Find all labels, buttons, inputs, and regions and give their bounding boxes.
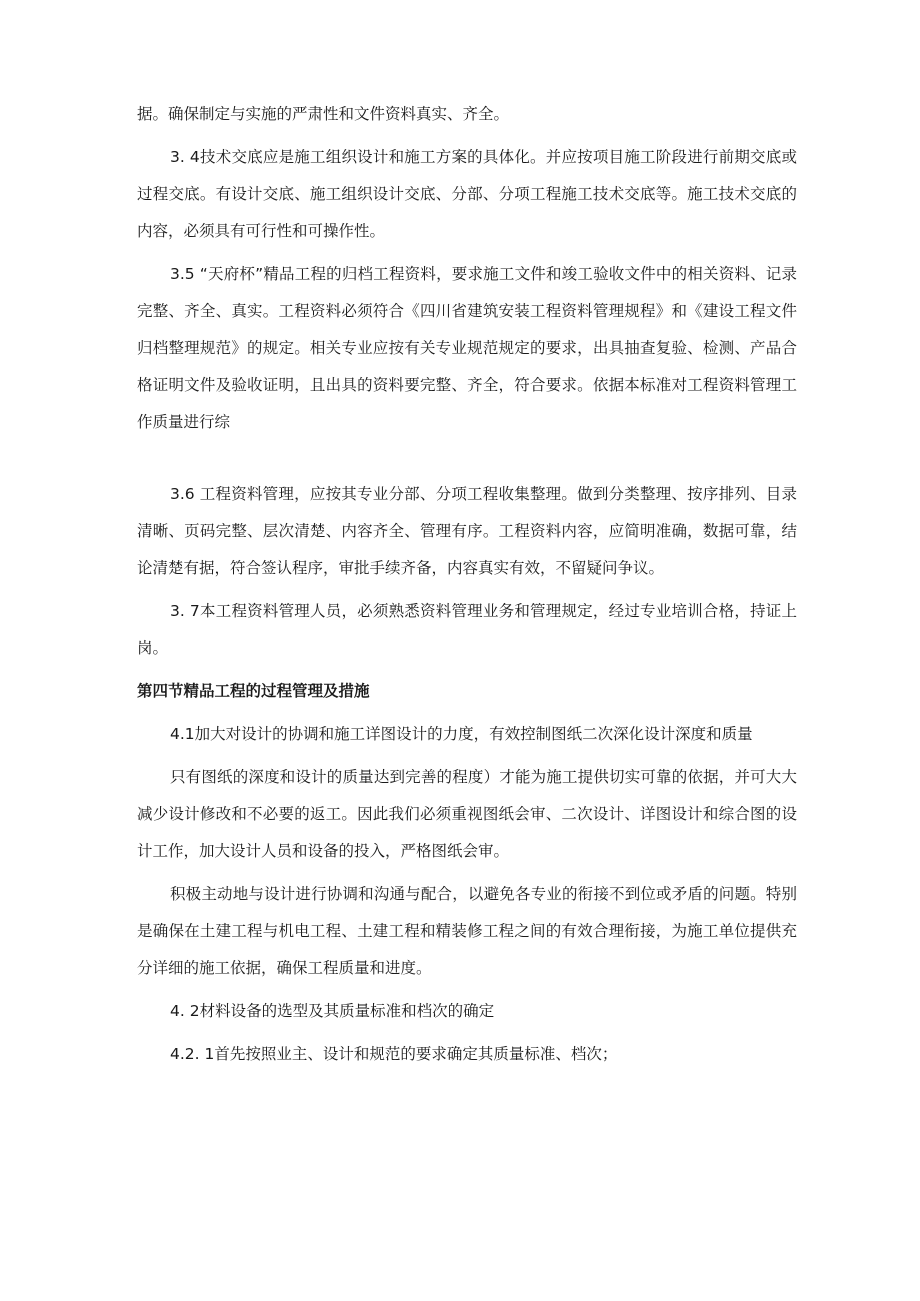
paragraph-3-7: 3. 7本工程资料管理人员，必须熟悉资料管理业务和管理规定，经过专业培训合格，持证上岗。	[137, 602, 797, 657]
document-page	[137, 96, 797, 1073]
paragraph-4-1: 4.1加大对设计的协调和施工详图设计的力度，有效控制图纸二次深化设计深度和质量	[170, 725, 753, 743]
paragraph-4-2-1: 4.2. 1首先按照业主、设计和规范的要求确定其质量标准、档次；	[170, 1045, 618, 1063]
paragraph-3-5: 3.5 “天府杯”精品工程的归档工程资料，要求施工文件和竣工验收文件中的相关资料、记录完整、齐全、真实。工程资料必须符合《四川省建筑安装工程资料管理规程》和《建设工程文件归档整理规范》的规定。相关专业应按有关专业规范规定的要求，出具抽查复验、检测、产品合格证明文件及验收证明，且出具的资料要完整、齐全，符合要求。依据本标准对工程资料管理工作质量进行综	[137, 265, 797, 431]
paragraph-continuation: 据。确保制定与实施的严肃性和文件资料真实、齐全。	[137, 105, 510, 123]
paragraph-3-6: 3.6 工程资料管理，应按其专业分部、分项工程收集整理。做到分类整理、按序排列、目录清晰、页码完整、层次清楚、内容齐全、管理有序。工程资料内容，应简明准确，数据可靠，结论清楚有据，符合签认程序，审批手续齐备，内容真实有效，不留疑问争议。	[137, 485, 797, 577]
paragraph-drawing-depth: 只有图纸的深度和设计的质量达到完善的程度）才能为施工提供切实可靠的依据，并可大大减少设计修改和不必要的返工。因此我们必须重视图纸会审、二次设计、详图设计和综合图的设计工作，加大设计人员和设备的投入，严格图纸会审。	[137, 768, 797, 860]
section-heading: 第四节精品工程的过程管理及措施	[137, 682, 370, 700]
paragraph-coordination: 积极主动地与设计进行协调和沟通与配合，以避免各专业的衔接不到位或矛盾的问题。特别是确保在土建工程与机电工程、土建工程和精装修工程之间的有效合理衔接，为施工单位提供充分详细的施工依据，确保工程质量和进度。	[137, 885, 797, 977]
paragraph-4-2: 4. 2材料设备的选型及其质量标准和档次的确定	[170, 1002, 495, 1020]
paragraph-3-4: 3. 4技术交底应是施工组织设计和施工方案的具体化。并应按项目施工阶段进行前期交底或过程交底。有设计交底、施工组织设计交底、分部、分项工程施工技术交底等。施工技术交底的内容，必须具有可行性和可操作性。	[137, 148, 797, 240]
